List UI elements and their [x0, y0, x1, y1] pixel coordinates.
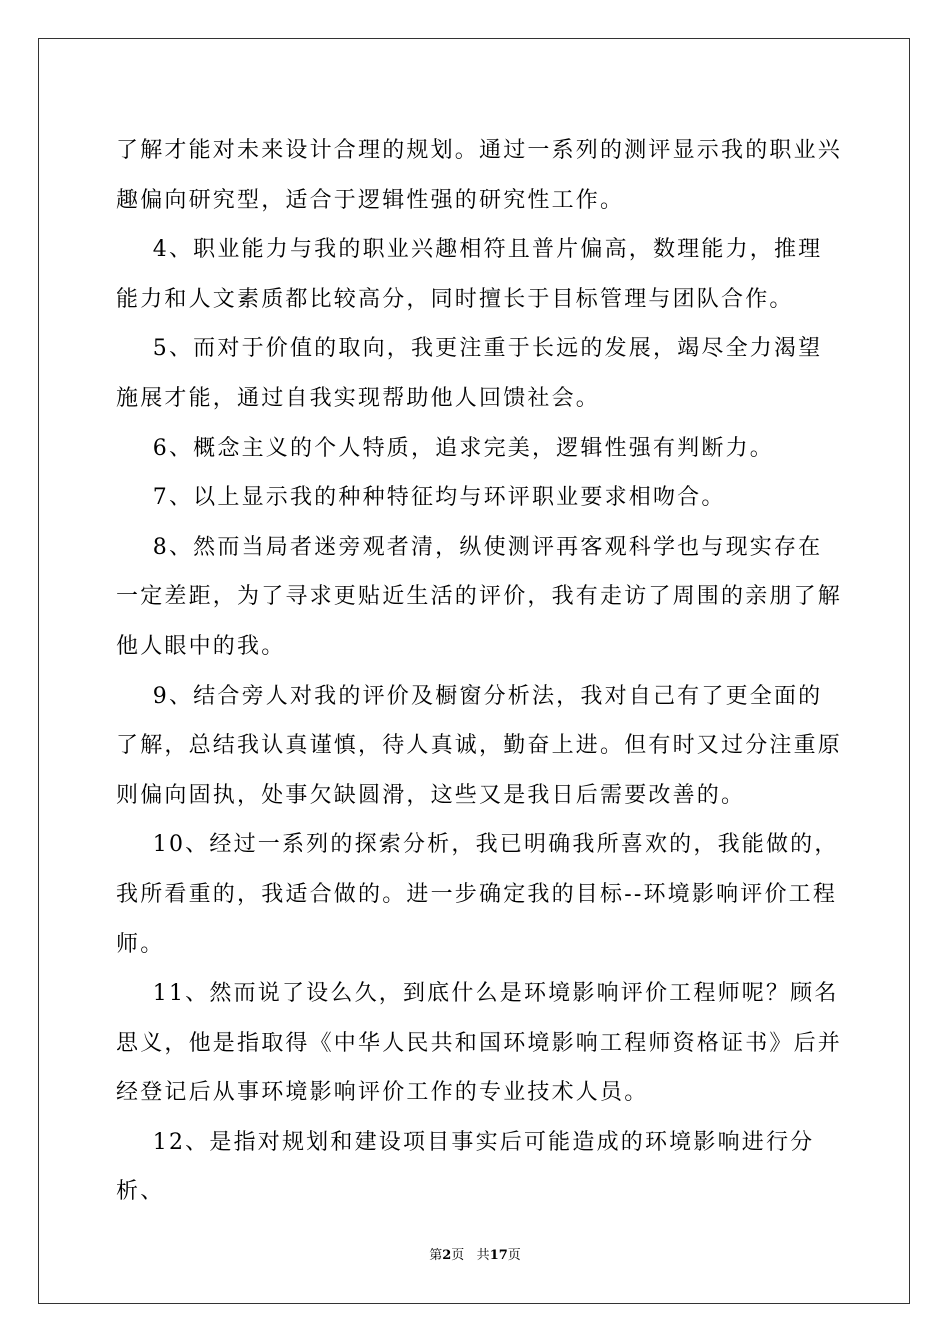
paragraph-intro-continued: 了解才能对未来设计合理的规划。通过一系列的测评显示我的职业兴趣偏向研究型，适合于逻辑性强的研究性工作。 [116, 138, 843, 213]
paragraph-item-12: 12、是指对规划和建设项目事实后可能造成的环境影响进行分析、 [116, 1129, 815, 1205]
page-prefix: 第 [429, 1248, 443, 1263]
paragraph-item-9: 9、结合旁人对我的评价及橱窗分析法，我对自己有了更全面的了解，总结我认真谨慎，待人真诚，勤奋上进。但有时又过分注重原则偏向固执，处事欠缺圆滑，这些又是我日后需要改善的。 [116, 683, 843, 808]
total-prefix: 共 [476, 1248, 490, 1263]
page-suffix: 页 [451, 1248, 465, 1263]
paragraph-item-6: 6、概念主义的个人特质，追求完美，逻辑性强有判断力。 [116, 435, 774, 461]
page-number: 2 [442, 1248, 452, 1263]
paragraph-item-5: 5、而对于价值的取向，我更注重于长远的发展，竭尽全力渴望施展才能，通过自我实现帮助他人回馈社会。 [116, 336, 823, 411]
paragraph-item-11: 11、然而说了设么久，到底什么是环境影响评价工程师呢？顾名思义，他是指取得《中华人民共和国环境影响工程师资格证书》后并经登记后从事环境影响评价工作的专业技术人员。 [116, 981, 843, 1106]
paragraph-item-4: 4、职业能力与我的职业兴趣相符且普片偏高，数理能力，推理能力和人文素质都比较高分，同时擅长于目标管理与团队合作。 [116, 237, 823, 312]
total-pages: 17 [489, 1248, 508, 1263]
document-body [116, 126, 842, 1217]
page-footer [0, 1247, 950, 1265]
paragraph-item-10: 10、经过一系列的探索分析，我已明确我所喜欢的，我能做的，我所看重的，我适合做的。进一步确定我的目标--环境影响评价工程师。 [116, 832, 839, 957]
paragraph-item-7: 7、以上显示我的种种特征均与环评职业要求相吻合。 [116, 485, 726, 511]
total-suffix: 页 [507, 1248, 521, 1263]
paragraph-item-8: 8、然而当局者迷旁观者清，纵使测评再客观科学也与现实存在一定差距，为了寻求更贴近生活的评价，我有走访了周围的亲朋了解他人眼中的我。 [116, 534, 843, 659]
